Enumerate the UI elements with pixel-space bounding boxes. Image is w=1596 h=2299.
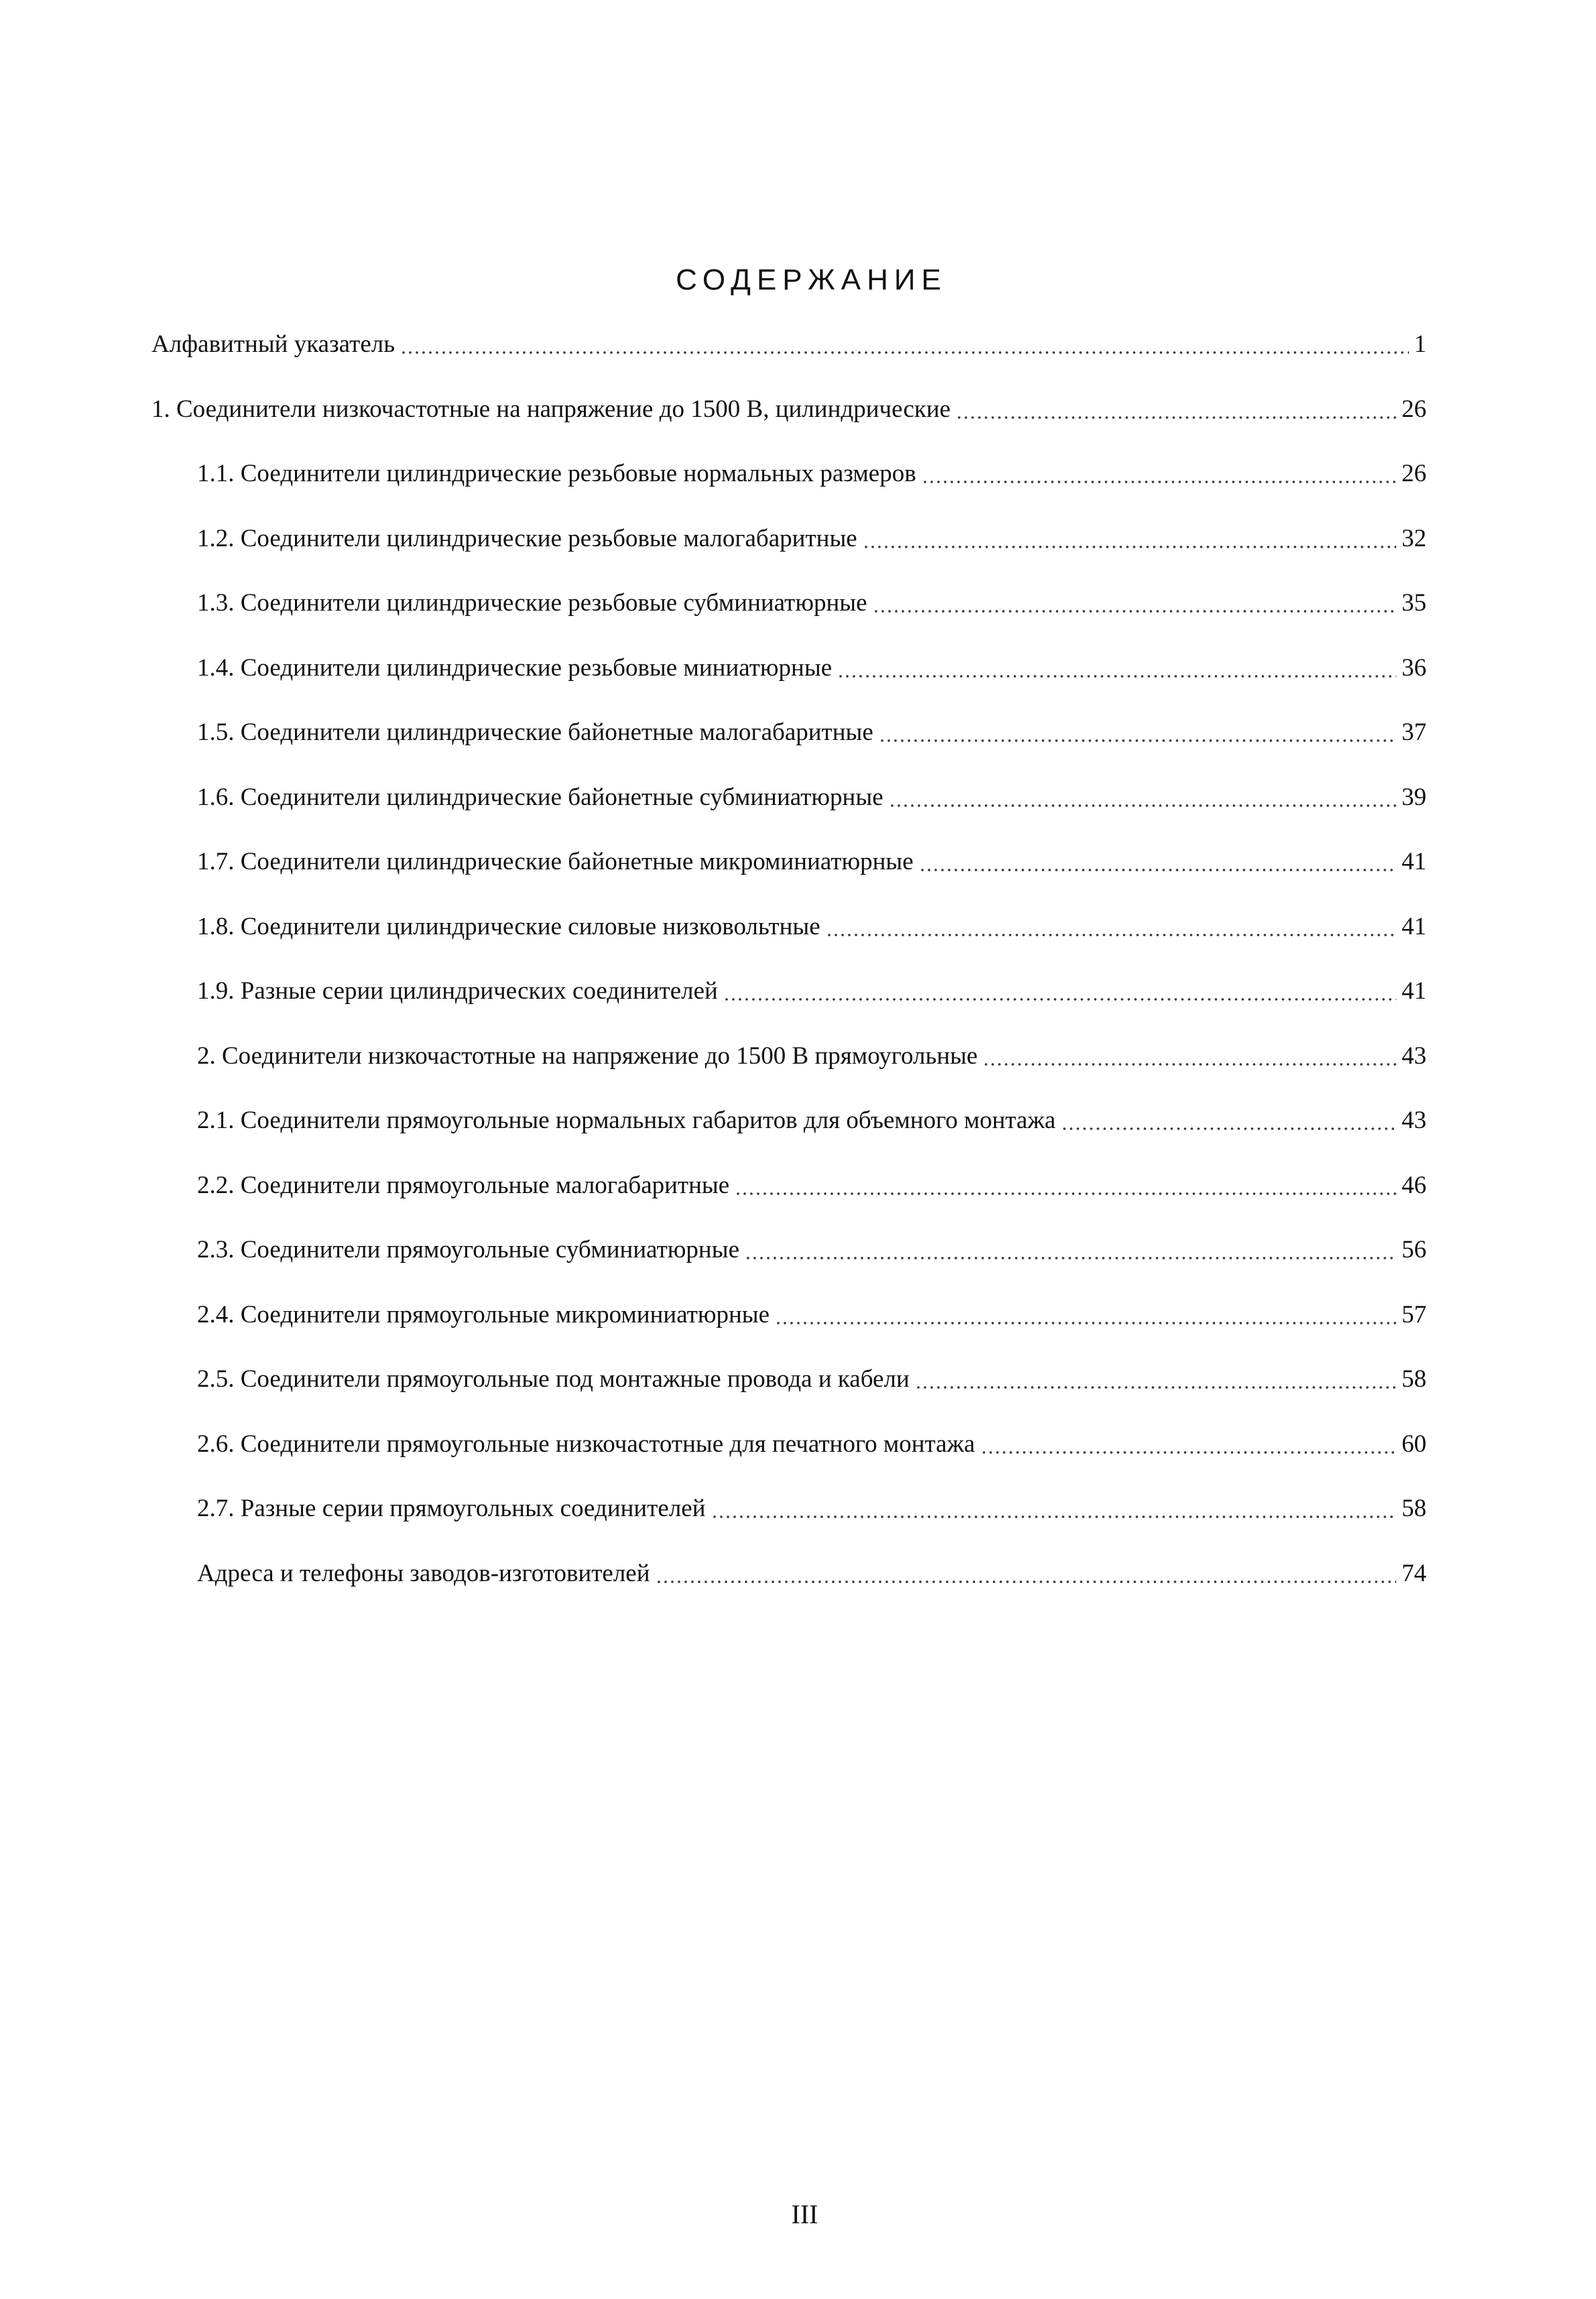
toc-entry [197,586,1426,621]
toc-entry-page: 37 [1402,719,1426,746]
toc-entry [197,1039,1426,1074]
toc-entry-label: 2.6. Соединители прямоугольные низкочастотные для печатного монтажа [197,1430,975,1458]
toc-entry-page: 39 [1402,784,1426,811]
toc-entry-label: 1. Соединители низкочастотные на напряжение до 1500 В, цилиндрические [151,395,951,423]
toc-entry [197,974,1426,1009]
toc-entry-label: 1.3. Соединители цилиндрические резьбовые субминиатюрные [197,589,867,617]
dot-leader [711,1515,1397,1518]
dot-leader [889,804,1396,807]
toc-entry [197,1233,1426,1267]
toc-entry-page: 41 [1402,913,1426,940]
toc-entry [197,521,1426,556]
dot-leader [400,351,1408,354]
toc-entry-page: 74 [1402,1560,1426,1587]
dot-leader [745,1257,1396,1259]
toc-entry [197,1168,1426,1203]
dot-leader [879,739,1396,742]
toc-entry-label: Алфавитный указатель [151,330,395,358]
toc-entry-page: 32 [1402,525,1426,552]
toc-entry [197,456,1426,491]
dot-leader [956,416,1396,419]
toc-entry [197,1298,1426,1332]
toc-entry-label: 1.8. Соединители цилиндрические силовые низковольтные [197,913,820,940]
toc-entry-page: 57 [1402,1301,1426,1328]
dot-leader [915,1386,1396,1389]
toc-entry-label: 1.1. Соединители цилиндрические резьбовые нормальных размеров [197,460,916,487]
toc-entry [197,651,1426,686]
toc-entry-label: 1.9. Разные серии цилиндрических соединителей [197,977,718,1005]
toc-entry [197,910,1426,944]
toc-entry [197,1491,1426,1526]
dot-leader [723,998,1396,1001]
toc-entry-page: 1 [1414,330,1426,358]
toc-entry-label: 2. Соединители низкочастотные на напряжение до 1500 В прямоугольные [197,1042,978,1070]
toc-entry [197,780,1426,815]
dot-leader [656,1580,1396,1583]
dot-leader [983,1063,1396,1066]
toc-entry-page: 41 [1402,848,1426,875]
toc-entry [151,327,1426,362]
dot-leader [873,610,1396,613]
toc-entry-label: 2.1. Соединители прямоугольные нормальных габаритов для объемного монтажа [197,1107,1056,1134]
toc-entry [197,1103,1426,1138]
toc-entry-label: 2.3. Соединители прямоугольные субминиатюрные [197,1236,739,1263]
toc-entry-label: Адреса и телефоны заводов-изготовителей [197,1560,650,1587]
dot-leader [775,1322,1396,1324]
toc-entry-page: 60 [1402,1430,1426,1458]
toc-entry-label: 1.5. Соединители цилиндрические байонетные малогабаритные [197,719,873,746]
toc-entry-page: 58 [1402,1365,1426,1393]
page-title: СОДЕРЖАНИЕ [676,263,947,296]
dot-leader [735,1192,1396,1195]
toc-entry [197,1556,1426,1591]
dot-leader [981,1451,1396,1454]
toc-entry [197,845,1426,879]
toc-entry [197,1427,1426,1462]
toc-entry-label: 2.4. Соединители прямоугольные микроминиатюрные [197,1301,770,1328]
dot-leader [919,869,1396,871]
toc-entry [197,1362,1426,1397]
toc-entry-label: 2.2. Соединители прямоугольные малогабаритные [197,1172,730,1199]
toc-entry-page: 41 [1402,977,1426,1005]
toc-entry-label: 1.2. Соединители цилиндрические резьбовые малогабаритные [197,525,857,552]
toc-entry-label: 1.6. Соединители цилиндрические байонетные субминиатюрные [197,784,883,811]
toc-entry-page: 36 [1402,654,1426,682]
dot-leader [837,675,1396,678]
toc-entry-page: 26 [1402,460,1426,487]
toc-entry-page: 26 [1402,395,1426,423]
toc-entry-label: 1.4. Соединители цилиндрические резьбовые миниатюрные [197,654,833,682]
toc-entry [197,715,1426,750]
toc-entry-label: 1.7. Соединители цилиндрические байонетные микроминиатюрные [197,848,914,875]
toc-entry-page: 43 [1402,1042,1426,1070]
toc-entry [151,392,1426,427]
toc-entry-label: 2.7. Разные серии прямоугольных соединителей [197,1495,706,1522]
page-number: III [791,2199,818,2229]
dot-leader [863,546,1396,548]
toc-entry-label: 2.5. Соединители прямоугольные под монтажные провода и кабели [197,1365,910,1393]
toc-entry-page: 56 [1402,1236,1426,1263]
toc-entry-page: 46 [1402,1172,1426,1199]
toc-entry-page: 35 [1402,589,1426,617]
dot-leader [922,481,1396,483]
toc-entry-page: 58 [1402,1495,1426,1522]
dot-leader [1061,1127,1396,1130]
toc-entry-page: 43 [1402,1107,1426,1134]
dot-leader [826,934,1396,936]
